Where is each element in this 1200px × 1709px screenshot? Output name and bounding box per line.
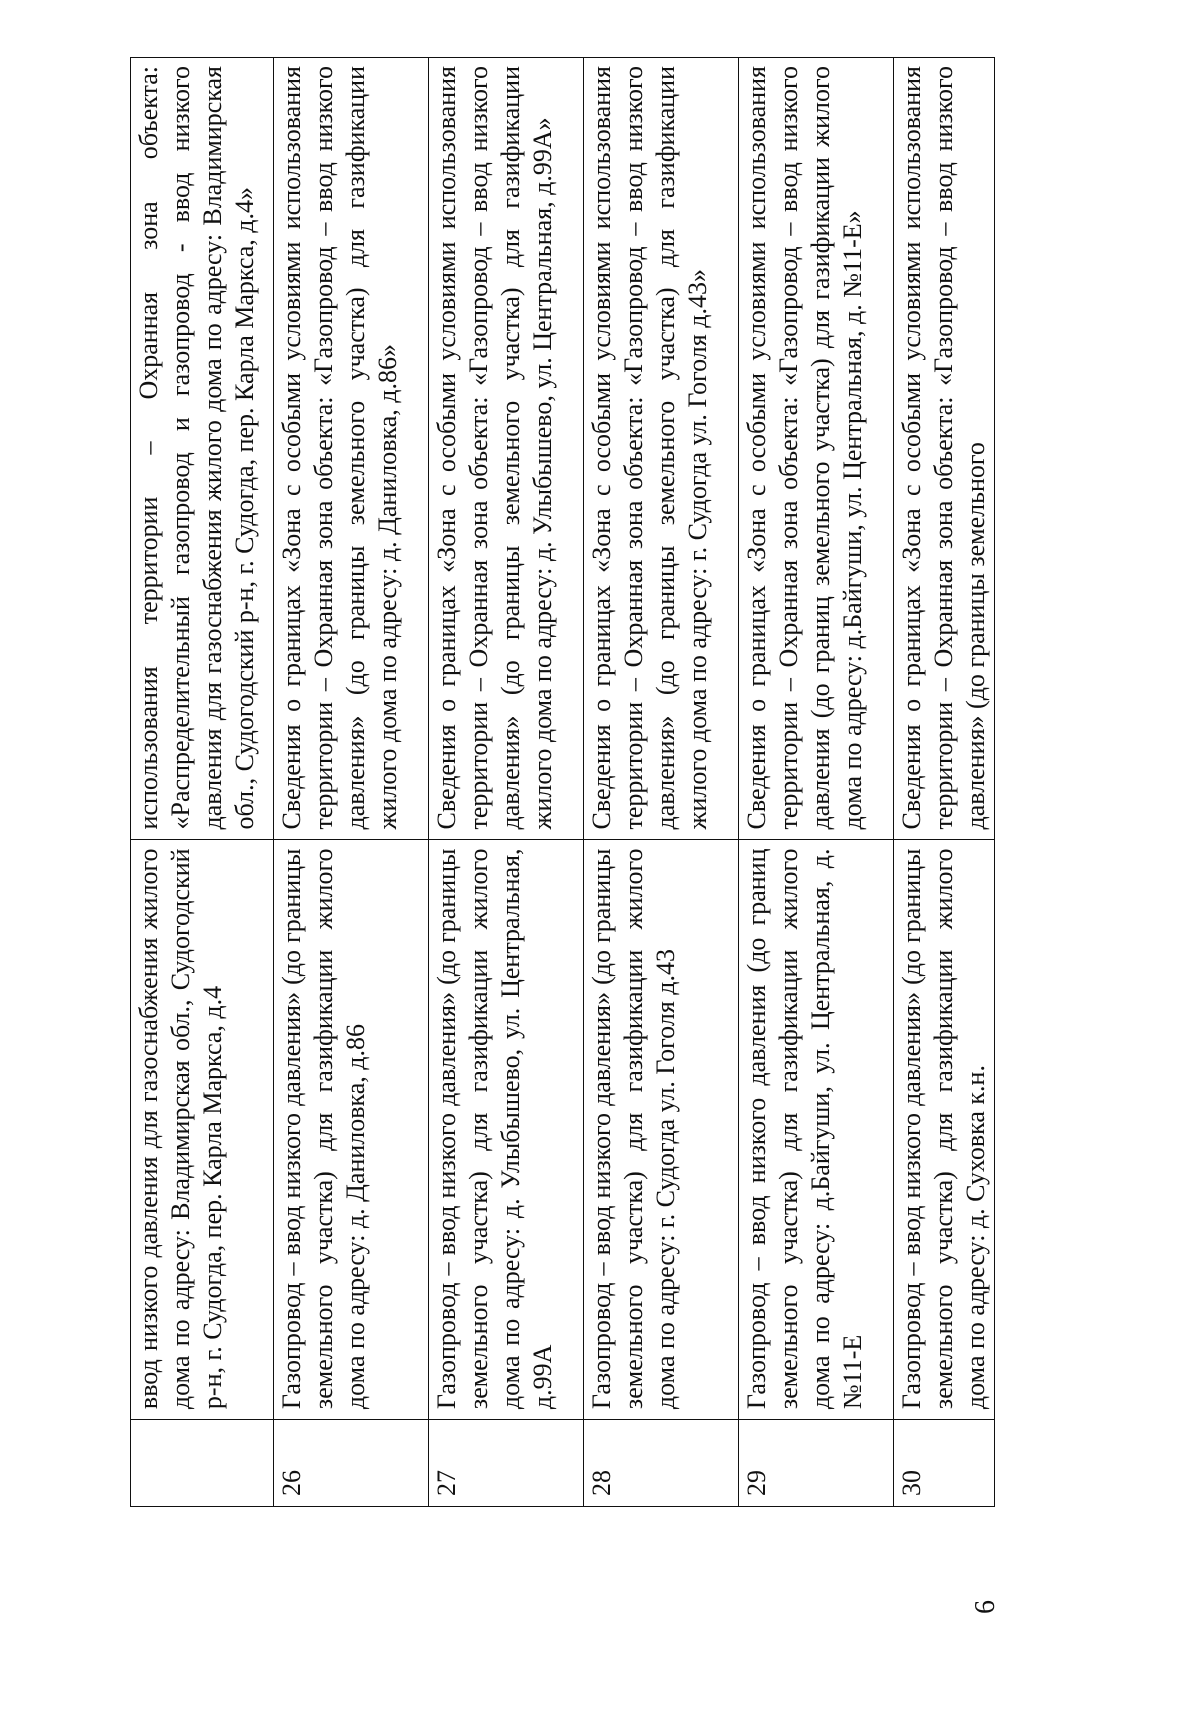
object-name-cell: Газопровод – ввод низкого давления» (до границы земельного участка) для газификации жилого дома по адресу: д. Суховка к.н.: [894, 840, 995, 1420]
object-name-cell: Газопровод – ввод низкого давления» (до границы земельного участка) для газификации жилого дома по адресу: д. Улыбышево, ул. Центральная, д.99А: [429, 840, 584, 1420]
table-row: [584, 58, 739, 1507]
row-number: [131, 1420, 274, 1507]
table-row: [131, 58, 274, 1507]
zone-info-cell: Сведения о границах «Зона с особыми условиями использования территории – Охранная зона объекта: «Газопровод – ввод низкого давления» (до границы земельного участка) для газификации жилого дома по адресу: г. Судогда ул. Гоголя д.43»: [584, 58, 739, 840]
page-number: 6: [970, 1600, 1001, 1614]
table-row: [429, 58, 584, 1507]
zone-info-cell: использования территории – Охранная зона объекта: «Распределительный газопровод и газопровод - ввод низкого давления для газоснабжения жилого дома по адресу: Владимирская обл., Судогодский р-н, г. Судогда, пер. Карла Маркса, д.4»: [131, 58, 274, 840]
row-number: 29: [739, 1420, 894, 1507]
rotated-page-content: [130, 57, 1058, 1614]
zone-info-cell: Сведения о границах «Зона с особыми условиями использования территории – Охранная зона объекта: «Газопровод – ввод низкого давления» (до границы земельного: [894, 58, 995, 840]
zone-info-cell: Сведения о границах «Зона с особыми условиями использования территории – Охранная зона объекта: «Газопровод – ввод низкого давления» (до границы земельного участка) для газификации жилого дома по адресу: д. Улыбышево, ул. Центральная, д.99А»: [429, 58, 584, 840]
object-name-cell: Газопровод – ввод низкого давления» (до границы земельного участка) для газификации жилого дома по адресу: г. Судогда ул. Гоголя д.43: [584, 840, 739, 1420]
row-number: 30: [894, 1420, 995, 1507]
zones-table: [130, 57, 995, 1507]
object-name-cell: ввод низкого давления для газоснабжения жилого дома по адресу: Владимирская обл., Судогодский р-н, г. Судогда, пер. Карла Маркса, д.4: [131, 840, 274, 1420]
row-number: 28: [584, 1420, 739, 1507]
table-row: [739, 58, 894, 1507]
object-name-cell: Газопровод – ввод низкого давления (до границ земельного участка) для газификации жилого дома по адресу: д.Байгуши, ул. Центральная, д. №11-Е: [739, 840, 894, 1420]
zone-info-cell: Сведения о границах «Зона с особыми условиями использования территории – Охранная зона объекта: «Газопровод – ввод низкого давления» (до границы земельного участка) для газификации жилого дома по адресу: д. Даниловка, д.86»: [274, 58, 429, 840]
table-row: [274, 58, 429, 1507]
table-row: [894, 58, 995, 1507]
row-number: 27: [429, 1420, 584, 1507]
zone-info-cell: Сведения о границах «Зона с особыми условиями использования территории – Охранная зона объекта: «Газопровод – ввод низкого давления (до границ земельного участка) для газификации жилого дома по адресу: д.Байгуши, ул. Центральная, д. №11-Е»: [739, 58, 894, 840]
object-name-cell: Газопровод – ввод низкого давления» (до границы земельного участка) для газификации жилого дома по адресу: д. Даниловка, д.86: [274, 840, 429, 1420]
row-number: 26: [274, 1420, 429, 1507]
